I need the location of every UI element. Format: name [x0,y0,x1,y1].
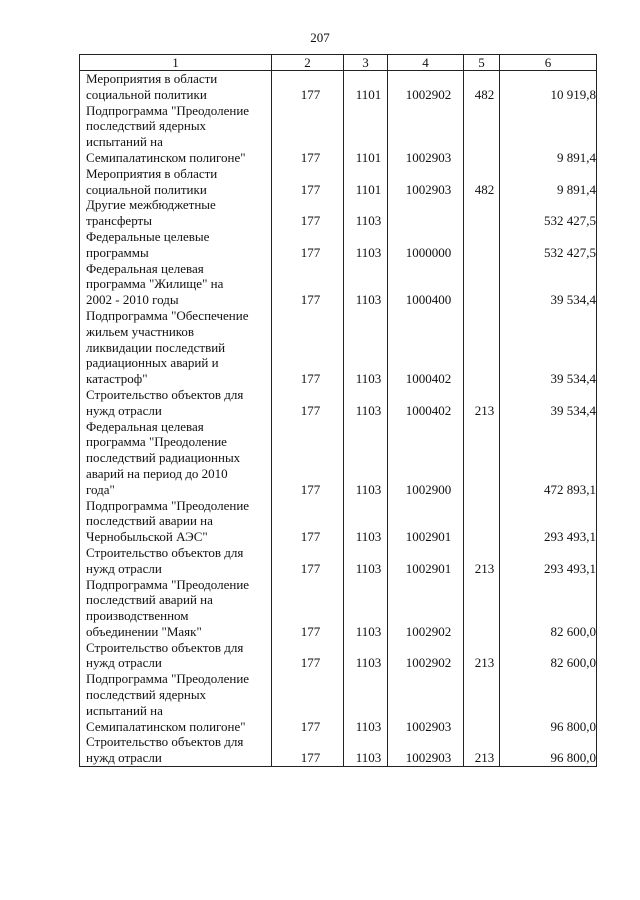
target-article-cell: 1000402 [388,387,464,419]
section-cell: 1103 [344,308,388,387]
row-name-cell: Подпрограмма "Преодоление последствий ядерных испытаний на Семипалатинском полигоне" [80,103,272,166]
code-cell: 177 [272,103,344,166]
expense-type-cell [464,229,500,261]
column-header: 5 [464,55,500,71]
expense-type-cell [464,103,500,166]
table-row [80,545,597,577]
target-article-cell: 1002903 [388,166,464,198]
column-header: 2 [272,55,344,71]
table-row [80,387,597,419]
section-cell: 1103 [344,387,388,419]
table-row [80,671,597,734]
amount-cell: 82 600,0 [500,577,597,640]
table-row [80,308,597,387]
table-row [80,577,597,640]
amount-cell: 472 893,1 [500,419,597,498]
section-cell: 1103 [344,229,388,261]
table-row [80,734,597,766]
expense-type-cell: 213 [464,545,500,577]
section-cell: 1103 [344,197,388,229]
target-article-cell: 1000400 [388,261,464,308]
row-name-cell: Федеральные целевые программы [80,229,272,261]
row-name-cell: Подпрограмма "Преодоление последствий аварий на производственном объединении "Маяк" [80,577,272,640]
table-header-row [80,55,597,71]
amount-cell: 532 427,5 [500,197,597,229]
amount-cell: 293 493,1 [500,498,597,545]
code-cell: 177 [272,734,344,766]
column-header: 4 [388,55,464,71]
code-cell: 177 [272,419,344,498]
section-cell: 1101 [344,166,388,198]
row-name-cell: Подпрограмма "Обеспечение жильем участников ликвидации последствий радиационных аварий и катастроф" [80,308,272,387]
code-cell: 177 [272,308,344,387]
target-article-cell: 1000402 [388,308,464,387]
amount-cell: 96 800,0 [500,671,597,734]
row-name-cell: Федеральная целевая программа "Жилище" на 2002 - 2010 годы [80,261,272,308]
expense-type-cell [464,197,500,229]
section-cell: 1103 [344,734,388,766]
section-cell: 1103 [344,545,388,577]
row-name-cell: Федеральная целевая программа "Преодоление последствий радиационных аварий на период до 2010 года" [80,419,272,498]
section-cell: 1103 [344,671,388,734]
table-body [80,71,597,767]
target-article-cell: 1002903 [388,103,464,166]
code-cell: 177 [272,261,344,308]
code-cell: 177 [272,671,344,734]
amount-cell: 96 800,0 [500,734,597,766]
target-article-cell [388,197,464,229]
code-cell: 177 [272,197,344,229]
row-name-cell: Мероприятия в области социальной политики [80,166,272,198]
section-cell: 1103 [344,419,388,498]
row-name-cell: Мероприятия в области социальной политики [80,71,272,103]
expense-type-cell: 213 [464,387,500,419]
table-row [80,498,597,545]
target-article-cell: 1002903 [388,671,464,734]
expense-type-cell: 482 [464,166,500,198]
column-header: 3 [344,55,388,71]
row-name-cell: Строительство объектов для нужд отрасли [80,387,272,419]
expense-type-cell [464,308,500,387]
amount-cell: 39 534,4 [500,387,597,419]
section-cell: 1103 [344,640,388,672]
row-name-cell: Строительство объектов для нужд отрасли [80,734,272,766]
code-cell: 177 [272,577,344,640]
row-name-cell: Строительство объектов для нужд отрасли [80,545,272,577]
expense-type-cell: 213 [464,734,500,766]
expense-type-cell [464,419,500,498]
row-name-cell: Подпрограмма "Преодоление последствий ядерных испытаний на Семипалатинском полигоне" [80,671,272,734]
target-article-cell: 1002902 [388,71,464,103]
row-name-cell: Подпрограмма "Преодоление последствий аварии на Чернобыльской АЭС" [80,498,272,545]
row-name-cell: Строительство объектов для нужд отрасли [80,640,272,672]
budget-table [79,54,597,767]
code-cell: 177 [272,229,344,261]
page-number: 207 [310,30,330,45]
table-row [80,261,597,308]
target-article-cell: 1002903 [388,734,464,766]
expense-type-cell: 482 [464,71,500,103]
amount-cell: 293 493,1 [500,545,597,577]
amount-cell: 10 919,8 [500,71,597,103]
section-cell: 1103 [344,577,388,640]
expense-type-cell [464,671,500,734]
table-row [80,166,597,198]
expense-type-cell [464,498,500,545]
amount-cell: 39 534,4 [500,261,597,308]
target-article-cell: 1002901 [388,498,464,545]
section-cell: 1103 [344,498,388,545]
section-cell: 1101 [344,71,388,103]
table-row [80,103,597,166]
code-cell: 177 [272,640,344,672]
table-row [80,229,597,261]
target-article-cell: 1002901 [388,545,464,577]
expense-type-cell [464,261,500,308]
section-cell: 1103 [344,261,388,308]
target-article-cell: 1002900 [388,419,464,498]
table-row [80,640,597,672]
amount-cell: 9 891,4 [500,166,597,198]
table-row [80,197,597,229]
row-name-cell: Другие межбюджетные трансферты [80,197,272,229]
amount-cell: 532 427,5 [500,229,597,261]
column-header: 6 [500,55,597,71]
column-header: 1 [80,55,272,71]
target-article-cell: 1002902 [388,577,464,640]
amount-cell: 9 891,4 [500,103,597,166]
amount-cell: 39 534,4 [500,308,597,387]
code-cell: 177 [272,545,344,577]
table-row [80,419,597,498]
code-cell: 177 [272,498,344,545]
target-article-cell: 1002902 [388,640,464,672]
code-cell: 177 [272,71,344,103]
expense-type-cell [464,577,500,640]
expense-type-cell: 213 [464,640,500,672]
table-row [80,71,597,103]
code-cell: 177 [272,387,344,419]
section-cell: 1101 [344,103,388,166]
target-article-cell: 1000000 [388,229,464,261]
code-cell: 177 [272,166,344,198]
amount-cell: 82 600,0 [500,640,597,672]
